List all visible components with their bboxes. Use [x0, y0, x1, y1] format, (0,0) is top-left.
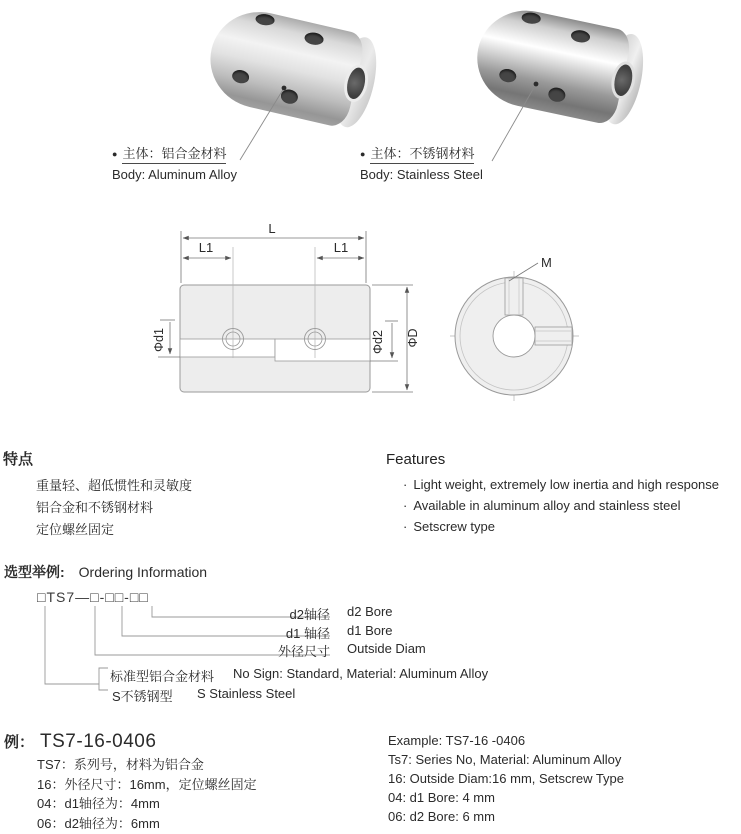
features-heading-en: Features	[386, 451, 446, 468]
cylinder-body	[468, 1, 633, 126]
dimension-L	[181, 231, 366, 283]
dim-L1-right-label: L1	[333, 240, 349, 255]
dim-L-label: L	[268, 221, 276, 236]
features-list-en	[403, 474, 719, 537]
setscrew-hole-icon	[498, 67, 517, 83]
example-lines-zh	[37, 755, 257, 833]
example-line-en: 06: d2 Bore: 6 mm	[388, 809, 495, 824]
ordering-row-d2-en: d2 Bore	[347, 604, 393, 619]
steel-body-label	[360, 146, 483, 183]
bullet-dot-icon: ●	[112, 149, 118, 159]
example-line-zh: 06：d2轴径为：6mm	[37, 815, 160, 831]
example-line-en: Ts7: Series No, Material: Aluminum Alloy	[388, 752, 622, 767]
bullet-dot-icon: ●	[360, 149, 366, 159]
dim-d1-label: Φd1	[152, 328, 166, 352]
dim-L1-left-label: L1	[198, 240, 214, 255]
dim-M-label: M	[541, 255, 552, 270]
technical-drawing	[140, 210, 600, 415]
coupling-outline	[180, 285, 370, 392]
ordering-row-d1-zh: d1 轴径	[285, 626, 330, 641]
aluminum-coupling-cylinder	[200, 2, 388, 138]
setscrew-hole-icon	[231, 68, 250, 84]
ordering-heading-zh: 选型举例:	[4, 564, 65, 580]
ordering-row-d1-en: d1 Bore	[347, 623, 393, 638]
ordering-row-standard-en: No Sign: Standard, Material: Aluminum Alloy	[233, 666, 489, 681]
feature-item-en: · Light weight, extremely low inertia and high response	[403, 477, 720, 492]
steel-label-zh: ● 主体：不锈钢材料	[360, 146, 483, 162]
aluminum-coupling-photo	[193, 6, 405, 142]
aluminum-body-label	[112, 146, 237, 183]
setscrew-hole-icon	[521, 12, 541, 25]
bullet-icon: ·	[403, 519, 408, 534]
setscrew-hole-icon	[280, 88, 300, 105]
feature-item-en: · Available in aluminum alloy and stainless steel	[403, 498, 681, 513]
ordering-row-od-en: Outside Diam	[347, 641, 426, 656]
setscrew-slot-top	[505, 278, 523, 315]
setscrew-slot-right	[535, 327, 572, 345]
setscrew-hole-icon	[255, 13, 275, 26]
ordering-row-stainless-zh: S不锈钢型	[112, 689, 173, 704]
dim-d2-label: Φd2	[371, 330, 385, 354]
feature-item-zh: 重量轻、超低惯性和灵敏度	[36, 478, 193, 493]
example-line-zh: TS7：系列号，材料为铝合金	[37, 757, 204, 772]
ordering-heading	[4, 562, 207, 582]
end-view	[450, 263, 579, 401]
steel-coupling-cylinder	[467, 1, 654, 134]
bore-circle	[493, 315, 535, 357]
ordering-heading-en: Ordering Information	[78, 564, 208, 580]
side-view	[180, 247, 370, 392]
feature-item-zh: 铝合金和不锈钢材料	[36, 500, 154, 515]
example-lines-en	[388, 731, 624, 826]
bore-d2-section	[275, 339, 370, 361]
example-heading	[4, 731, 156, 753]
ordering-row-d2-zh: d2轴径	[289, 607, 330, 622]
aluminum-label-en: Body: Aluminum Alloy	[112, 167, 238, 182]
setscrew-hole-icon	[304, 31, 325, 46]
features-heading-zh: 特点	[3, 451, 34, 468]
aluminum-label-zh: ● 主体：铝合金材料	[112, 146, 237, 162]
example-prefix-zh: 例：	[4, 734, 35, 751]
feature-item-zh: 定位螺丝固定	[36, 522, 115, 537]
setscrew-hole-icon	[547, 86, 567, 103]
bullet-icon: ·	[403, 477, 408, 492]
steel-label-en: Body: Stainless Steel	[360, 167, 483, 182]
example-line-zh: 16：外径尺寸：16mm，定位螺丝固定	[37, 776, 257, 792]
example-line-en: 16: Outside Diam:16 mm, Setscrew Type	[388, 771, 625, 786]
example-line-en: 04: d1 Bore: 4 mm	[388, 790, 495, 805]
ordering-row-standard-zh: 标准型铝合金材料	[110, 669, 215, 684]
steel-coupling-photo	[458, 2, 670, 142]
feature-item-en: · Setscrew type	[403, 519, 495, 534]
ordering-row-stainless-en: S Stainless Steel	[197, 686, 296, 701]
bullet-icon: ·	[403, 498, 408, 513]
example-line-zh: 04：d1轴径为：4mm	[37, 796, 160, 811]
part-number-code: □TS7—□-□□-□□	[37, 589, 149, 605]
example-line-en: Example: TS7-16 -0406	[388, 733, 526, 748]
dim-D-label: ΦD	[406, 328, 420, 348]
example-part-code: TS7-16-0406	[40, 731, 157, 752]
setscrew-hole-icon	[570, 29, 590, 44]
ordering-row-od-zh: 外径尺寸	[277, 644, 330, 659]
cylinder-body	[201, 2, 367, 129]
features-list-zh	[36, 475, 192, 541]
